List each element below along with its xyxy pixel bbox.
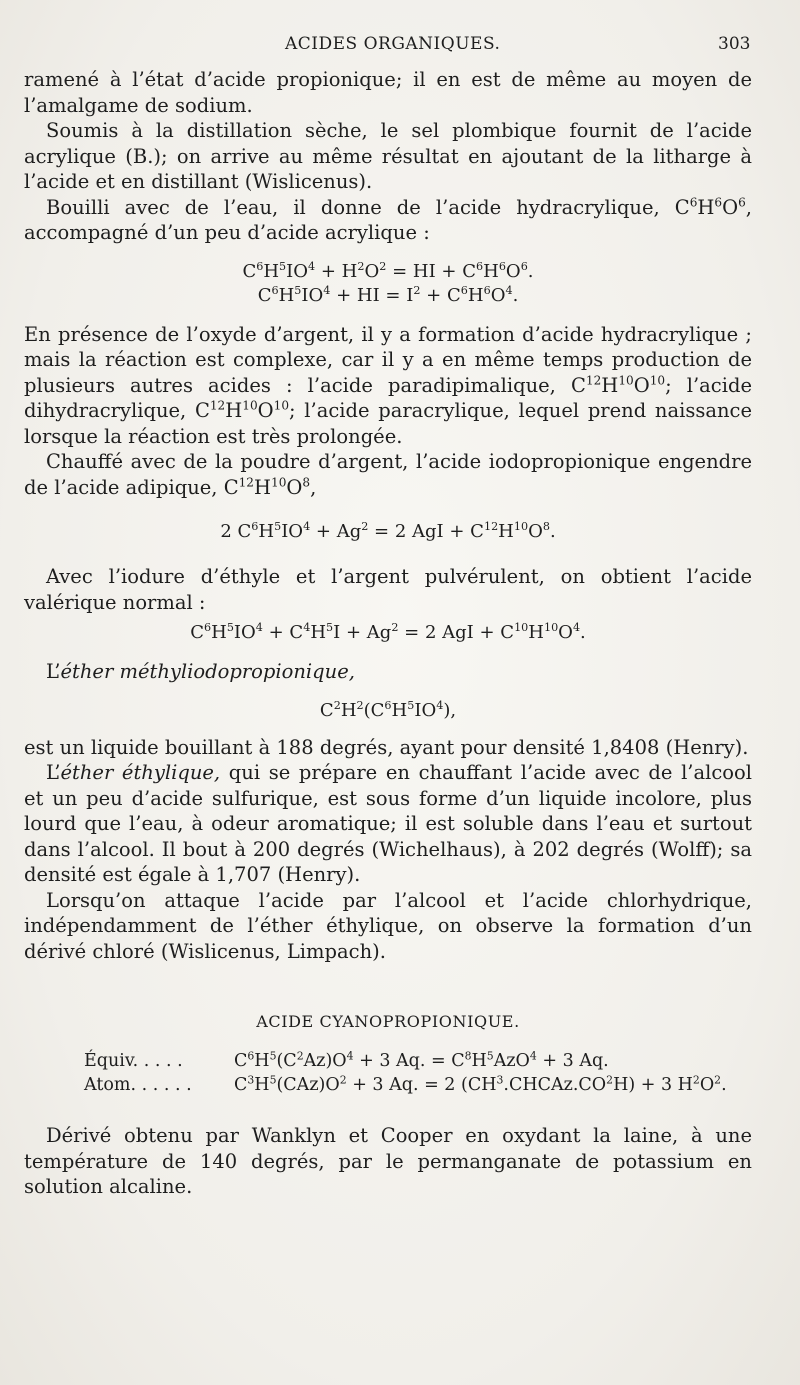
equiv-formula: $C^6H^5(C^2Az)O^4 + 3$ Aq. = $C^8H^5AzO^4 + 3$ Aq.	[234, 1049, 609, 1071]
atom-label: Atom. . . . . .	[84, 1075, 192, 1095]
page-body	[24, 67, 752, 1200]
paragraph-5: Chauffé avec de la poudre d’argent, l’acide iodopropionique engendre de l’acide adipique, $C^{12}H^{10}O^8$,	[24, 450, 752, 499]
paragraph-6: Avec l’iodure d’éthyle et l’argent pulvérulent, on obtient l’acide valérique normal :	[24, 565, 752, 614]
section-title: ACIDE CYANOPROPIONIQUE.	[256, 1012, 520, 1031]
equation-3: 2 $C^6H^5IO^4 + Ag^2 = 2$ AgI + $C^{12}H^{10}O^8$.	[220, 520, 556, 542]
header-title: ACIDES ORGANIQUES.	[285, 34, 501, 54]
paragraph-4: En présence de l’oxyde d’argent, il y a formation d’acide hydracrylique ; mais la réaction est complexe, car il y a en même temps production de plusieurs autres acides : l’acide paradipimalique, $C^{12}H^{10}O^{10}$; l’acide dihydracrylique, $C^{12}H^{10}O^{10}$; l’acide paracrylique, lequel prend naissance lorsque la réaction est très prolongée.	[24, 322, 753, 448]
atom-row	[24, 1073, 752, 1097]
equation-1: $C^6H^5IO^4 + H^2O^2$ = HI + $C^6H^6O^6$.	[242, 259, 534, 282]
paragraph-10: Lorsqu’on attaque l’acide par l’alcool et l’acide chlorhydrique, indépendamment de l’éther éthylique, on observe la formation d’un dérivé chloré (Wislicenus, Limpach).	[24, 888, 752, 963]
paragraph-11: Dérivé obtenu par Wanklyn et Cooper en oxydant la laine, à une température de 140 degrés, par le permanganate de potassium en solution alcaline.	[24, 1124, 752, 1198]
equiv-row	[24, 1049, 752, 1073]
atom-formula: $C^3H^5(CAz)O^2 + 3$ Aq. = 2 $(CH^3.CHCAz.CO^2H) + 3$ $H^2O^2$.	[234, 1073, 727, 1095]
paragraph-8: est un liquide bouillant à 188 degrés, ayant pour densité 1,8408 (Henry).	[24, 735, 749, 759]
page-number: 303	[718, 34, 751, 54]
paragraph-7: L’éther méthyliodopropionique,	[46, 660, 355, 683]
equation-4: $C^6H^5IO^4 + C^4H^5I + Ag^2 = 2$ AgI + $C^{10}H^{10}O^4$.	[190, 621, 586, 643]
equation-2: $C^6H^5IO^4$ + HI = $I^2 + C^6H^6O^4$.	[257, 283, 519, 306]
equation-5: $C^2H^2(C^6H^5IO^4)$,	[319, 698, 457, 721]
paragraph-3: Bouilli avec de l’eau, il donne de l’acide hydracrylique, $C^6H^6O^6$, accompagné d’un peu d’acide acrylique :	[24, 195, 752, 244]
paragraph-2: Soumis à la distillation sèche, le sel plombique fournit de l’acide acrylique (B.); on arrive au même résultat en ajoutant de la litharge à l’acide et en distillant (Wislicenus).	[24, 119, 752, 193]
running-header	[0, 34, 800, 58]
paragraph-9: L’éther éthylique, qui se prépare en chauffant l’acide avec de l’alcool et un peu d’acide sulfurique, est sous forme d’un liquide incolore, plus lourd que l’eau, à odeur aromatique; il est soluble dans l’eau et surtout dans l’alcool. Il bout à 200 degrés (Wichelhaus), à 202 degrés (Wolff); sa densité est égale à 1,707 (Henry).	[24, 761, 753, 886]
paragraph-1: ramené à l’état d’acide propionique; il en est de même au moyen de l’amalgame de sodium.	[24, 68, 752, 117]
equiv-label: Équiv. . . . .	[84, 1051, 183, 1071]
